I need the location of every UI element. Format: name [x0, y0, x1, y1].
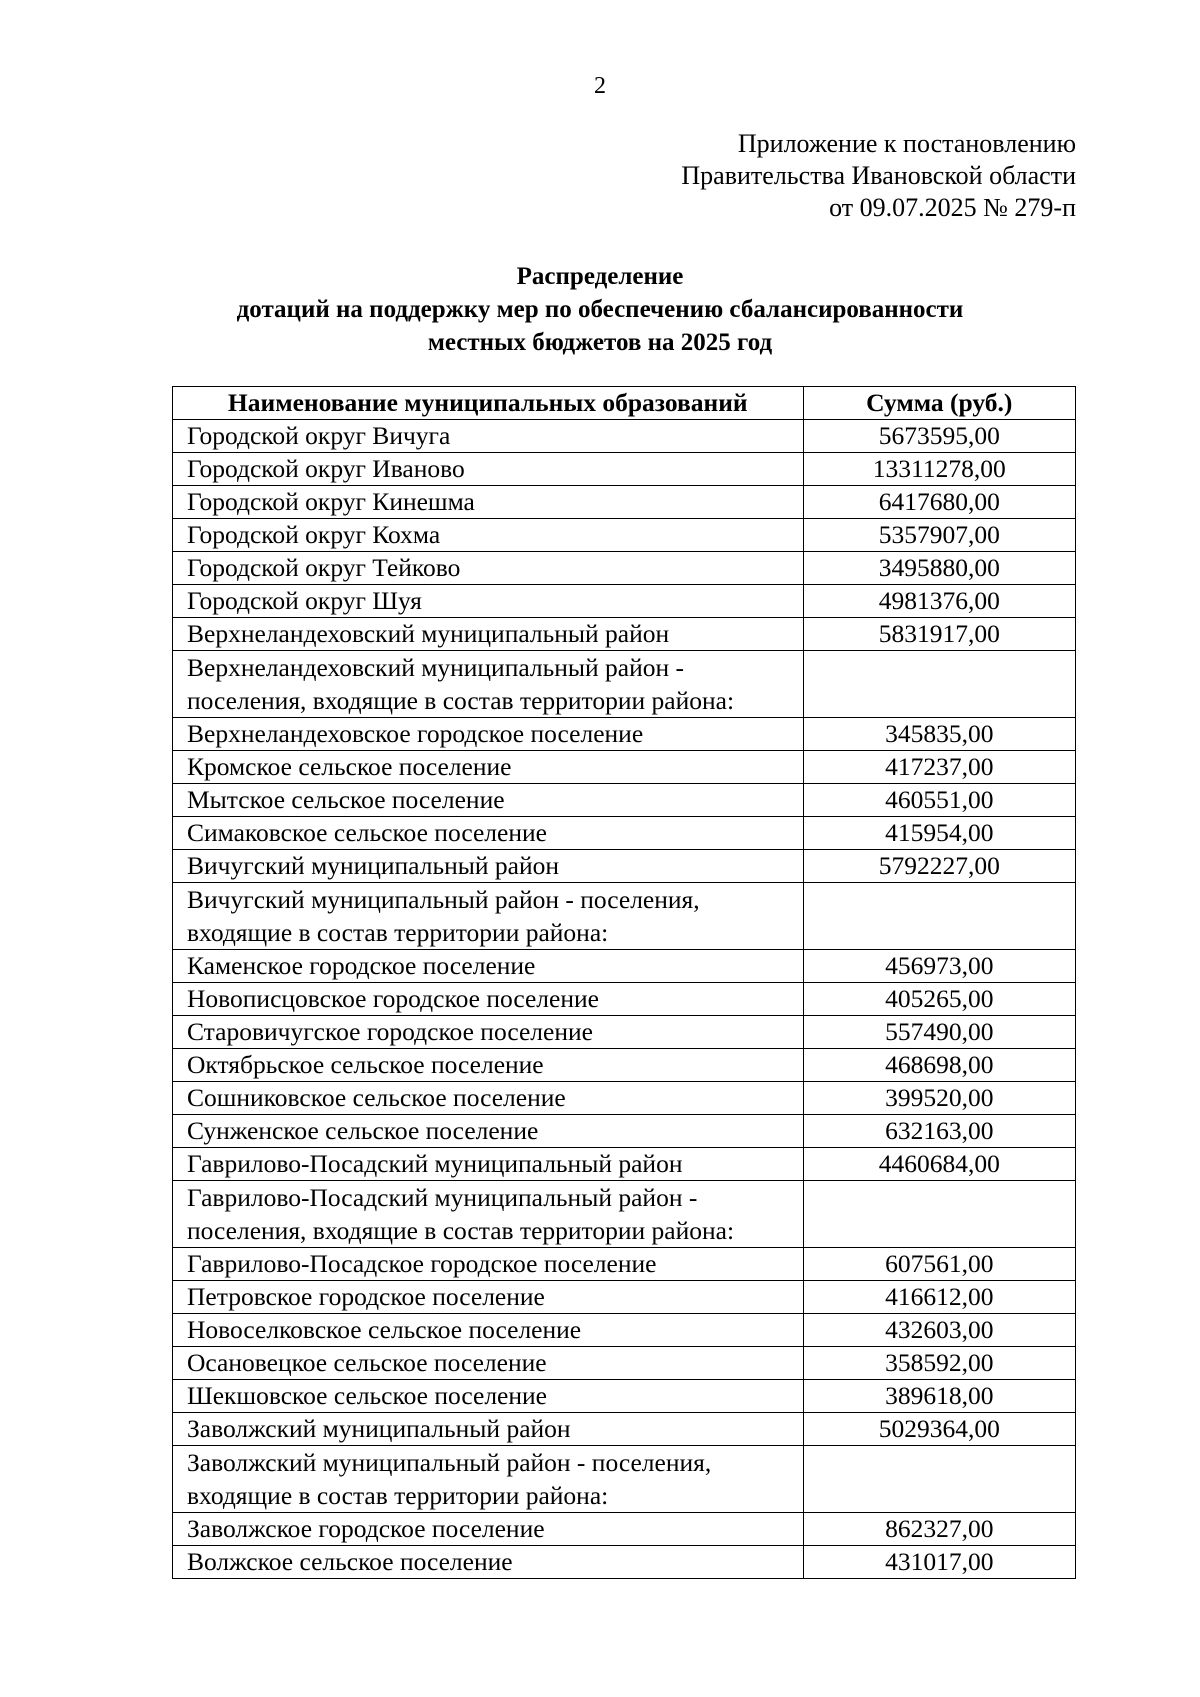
amount-cell: 405265,00	[803, 983, 1075, 1016]
municipality-name-cell: Верхнеландеховское городское поселение	[173, 718, 804, 751]
amount-cell: 5029364,00	[803, 1413, 1075, 1446]
table-row	[173, 950, 1076, 983]
table-row	[173, 1413, 1076, 1446]
table-row	[173, 651, 1076, 718]
municipality-name-cell: Верхнеландеховский муниципальный район	[173, 618, 804, 651]
amount-cell: 456973,00	[803, 950, 1075, 983]
appendix-line: Приложение к постановлению	[737, 129, 1076, 158]
municipality-name-cell: Городской округ Кохма	[173, 519, 804, 552]
amount-cell: 5357907,00	[803, 519, 1075, 552]
municipality-name-cell: Кромское сельское поселение	[173, 751, 804, 784]
municipality-name-cell: Городской округ Тейково	[173, 552, 804, 585]
municipality-name-cell: Городской округ Кинешма	[173, 486, 804, 519]
municipality-name-cell: Городской округ Вичуга	[173, 420, 804, 453]
amount-cell: 432603,00	[803, 1314, 1075, 1347]
table-row	[173, 784, 1076, 817]
amount-cell	[803, 883, 1075, 950]
table-row	[173, 1347, 1076, 1380]
amount-cell: 13311278,00	[803, 453, 1075, 486]
amount-cell: 3495880,00	[803, 552, 1075, 585]
column-header-amount: Сумма (руб.)	[803, 387, 1075, 420]
table-body	[173, 420, 1076, 1579]
table-row	[173, 618, 1076, 651]
municipality-name-cell: Старовичугское городское поселение	[173, 1016, 804, 1049]
document-title	[0, 260, 1200, 359]
amount-cell	[803, 1446, 1075, 1513]
table-row	[173, 983, 1076, 1016]
municipality-name-cell: Каменское городское поселение	[173, 950, 804, 983]
table-row	[173, 1380, 1076, 1413]
title-line: местных бюджетов на 2025 год	[427, 329, 773, 356]
municipality-name-cell: Заволжское городское поселение	[173, 1513, 804, 1546]
table-row	[173, 1513, 1076, 1546]
amount-cell: 5792227,00	[803, 850, 1075, 883]
municipality-name-cell: Гаврилово-Посадский муниципальный район - поселения, входящие в состав территории района:	[173, 1181, 804, 1248]
amount-cell	[803, 651, 1075, 718]
appendix-reference	[681, 128, 1076, 224]
municipality-name-cell: Симаковское сельское поселение	[173, 817, 804, 850]
title-line: Распределение	[516, 263, 684, 290]
table-row	[173, 1115, 1076, 1148]
municipality-name-cell: Гаврилово-Посадское городское поселение	[173, 1248, 804, 1281]
amount-cell: 468698,00	[803, 1049, 1075, 1082]
table-row	[173, 552, 1076, 585]
municipality-name-cell: Шекшовское сельское поселение	[173, 1380, 804, 1413]
municipality-name-cell: Верхнеландеховский муниципальный район - поселения, входящие в состав территории района:	[173, 651, 804, 718]
table-row	[173, 420, 1076, 453]
table-row	[173, 585, 1076, 618]
municipality-name-cell: Заволжский муниципальный район	[173, 1413, 804, 1446]
municipality-name-cell: Новоселковское сельское поселение	[173, 1314, 804, 1347]
municipality-name-cell: Волжское сельское поселение	[173, 1546, 804, 1579]
table-row	[173, 1281, 1076, 1314]
municipality-name-cell: Новописцовское городское поселение	[173, 983, 804, 1016]
municipality-name-cell: Вичугский муниципальный район	[173, 850, 804, 883]
municipality-name-cell: Осановецкое сельское поселение	[173, 1347, 804, 1380]
table-row	[173, 817, 1076, 850]
table-row	[173, 1314, 1076, 1347]
amount-cell: 389618,00	[803, 1380, 1075, 1413]
municipality-name-cell: Мытское сельское поселение	[173, 784, 804, 817]
table-row	[173, 850, 1076, 883]
table-row	[173, 1148, 1076, 1181]
appendix-line: Правительства Ивановской области	[681, 161, 1076, 190]
table-row	[173, 1049, 1076, 1082]
municipality-name-cell: Петровское городское поселение	[173, 1281, 804, 1314]
table-row	[173, 519, 1076, 552]
amount-cell: 431017,00	[803, 1546, 1075, 1579]
amount-cell	[803, 1181, 1075, 1248]
amount-cell: 6417680,00	[803, 486, 1075, 519]
table-row	[173, 1446, 1076, 1513]
amount-cell: 5831917,00	[803, 618, 1075, 651]
amount-cell: 399520,00	[803, 1082, 1075, 1115]
table-row	[173, 718, 1076, 751]
title-line: дотаций на поддержку мер по обеспечению сбалансированности	[236, 296, 964, 323]
distribution-table	[172, 386, 1076, 1579]
table-header-row	[173, 387, 1076, 420]
amount-cell: 632163,00	[803, 1115, 1075, 1148]
municipality-name-cell: Сошниковское сельское поселение	[173, 1082, 804, 1115]
municipality-name-cell: Октябрьское сельское поселение	[173, 1049, 804, 1082]
amount-cell: 345835,00	[803, 718, 1075, 751]
amount-cell: 415954,00	[803, 817, 1075, 850]
table-row	[173, 1181, 1076, 1248]
column-header-name: Наименование муниципальных образований	[173, 387, 804, 420]
table-row	[173, 486, 1076, 519]
municipality-name-cell: Гаврилово-Посадский муниципальный район	[173, 1148, 804, 1181]
table-row	[173, 1248, 1076, 1281]
amount-cell: 557490,00	[803, 1016, 1075, 1049]
amount-cell: 607561,00	[803, 1248, 1075, 1281]
page-number: 2	[594, 73, 606, 99]
municipality-name-cell: Сунженское сельское поселение	[173, 1115, 804, 1148]
municipality-name-cell: Городской округ Шуя	[173, 585, 804, 618]
amount-cell: 5673595,00	[803, 420, 1075, 453]
amount-cell: 358592,00	[803, 1347, 1075, 1380]
table-row	[173, 1082, 1076, 1115]
municipality-name-cell: Заволжский муниципальный район - поселения, входящие в состав территории района:	[173, 1446, 804, 1513]
table-row	[173, 1546, 1076, 1579]
municipality-name-cell: Вичугский муниципальный район - поселения, входящие в состав территории района:	[173, 883, 804, 950]
municipality-name-cell: Городской округ Иваново	[173, 453, 804, 486]
amount-cell: 862327,00	[803, 1513, 1075, 1546]
table-row	[173, 883, 1076, 950]
table-row	[173, 751, 1076, 784]
appendix-line: от 09.07.2025 № 279-п	[829, 193, 1076, 222]
amount-cell: 460551,00	[803, 784, 1075, 817]
amount-cell: 4981376,00	[803, 585, 1075, 618]
amount-cell: 417237,00	[803, 751, 1075, 784]
amount-cell: 416612,00	[803, 1281, 1075, 1314]
table-row	[173, 1016, 1076, 1049]
amount-cell: 4460684,00	[803, 1148, 1075, 1181]
table-row	[173, 453, 1076, 486]
